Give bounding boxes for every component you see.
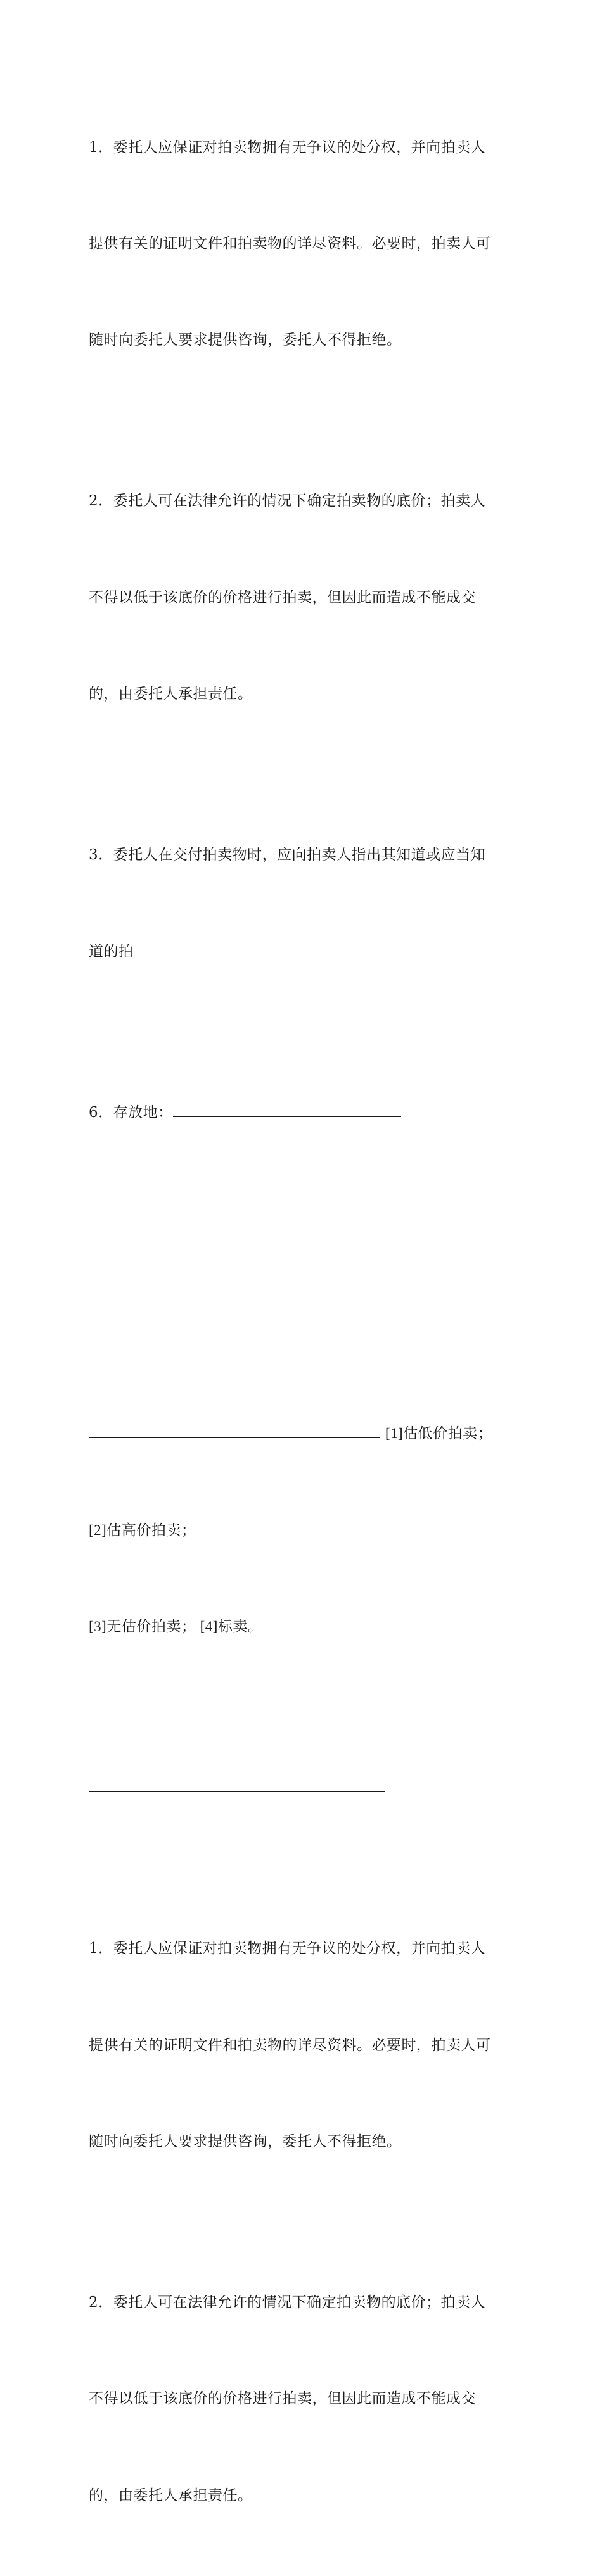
fill-in-blank[interactable] [134,942,278,956]
blank-line [89,1257,520,1289]
clause-2-repeat-paragraph [89,2222,520,2576]
storage-blank[interactable] [173,1102,401,1117]
clause-2-line-2: 不得以低于该底价的价格进行拍卖，但因此而造成不能成交 [89,589,476,606]
clause-2-paragraph [89,421,520,775]
full-width-blank[interactable] [89,1263,380,1278]
clause-1-line-1: 1．委托人应保证对拍卖物拥有无争议的处分权，并向拍卖人 [89,139,486,156]
storage-field-row [89,1032,520,1193]
storage-label: 6．存放地： [89,1104,173,1121]
trailing-blank[interactable] [89,1777,385,1792]
auction-method-3-4: [3]无估价拍卖； [4]标卖。 [89,1619,263,1635]
blank-line-row [89,1193,520,1354]
clause-1-repeat-paragraph [89,1869,520,2223]
clause-3-line-1: 3．委托人在交付拍卖物时，应向拍卖人指出其知道或应当知 [89,847,486,864]
clause-2-repeat-line-1: 2．委托人可在法律允许的情况下确定拍卖物的底价；拍卖人 [89,2294,486,2311]
clause-3-line-2-text: 道的拍 [89,943,134,960]
clause-1-paragraph [89,67,520,421]
auction-method-line-1 [89,1418,520,1450]
clause-2-repeat-line-2: 不得以低于该底价的价格进行拍卖，但因此而造成不能成交 [89,2390,476,2408]
clause-3-paragraph [89,775,520,1032]
clause-1-line-2: 提供有关的证明文件和拍卖物的详尽资料。必要时，拍卖人可 [89,235,491,252]
clause-3-line-2 [89,936,520,968]
storage-line [89,1097,520,1129]
clause-2-line-3: 的，由委托人承担责任。 [89,686,253,703]
document-body [89,67,520,2576]
auction-method-2: [2]估高价拍卖； [89,1522,196,1538]
clause-1-repeat-line-2: 提供有关的证明文件和拍卖物的详尽资料。必要时，拍卖人可 [89,2036,491,2054]
clause-1-repeat-line-1: 1．委托人应保证对拍卖物拥有无争议的处分权，并向拍卖人 [89,1940,486,1957]
auction-method-row [89,1354,520,1708]
clause-2-repeat-line-3: 的，由委托人承担责任。 [89,2487,253,2504]
clause-2-line-1: 2．委托人可在法律允许的情况下确定拍卖物的底价；拍卖人 [89,493,486,510]
trailing-blank-line [89,1772,520,1804]
clause-1-line-3: 随时向委托人要求提供咨询，委托人不得拒绝。 [89,332,402,349]
trailing-blank-row [89,1708,520,1869]
clause-1-repeat-line-3: 随时向委托人要求提供咨询，委托人不得拒绝。 [89,2133,402,2150]
auction-method-1: [1]估低价拍卖； [385,1425,493,1442]
auction-method-blank[interactable] [89,1424,380,1439]
